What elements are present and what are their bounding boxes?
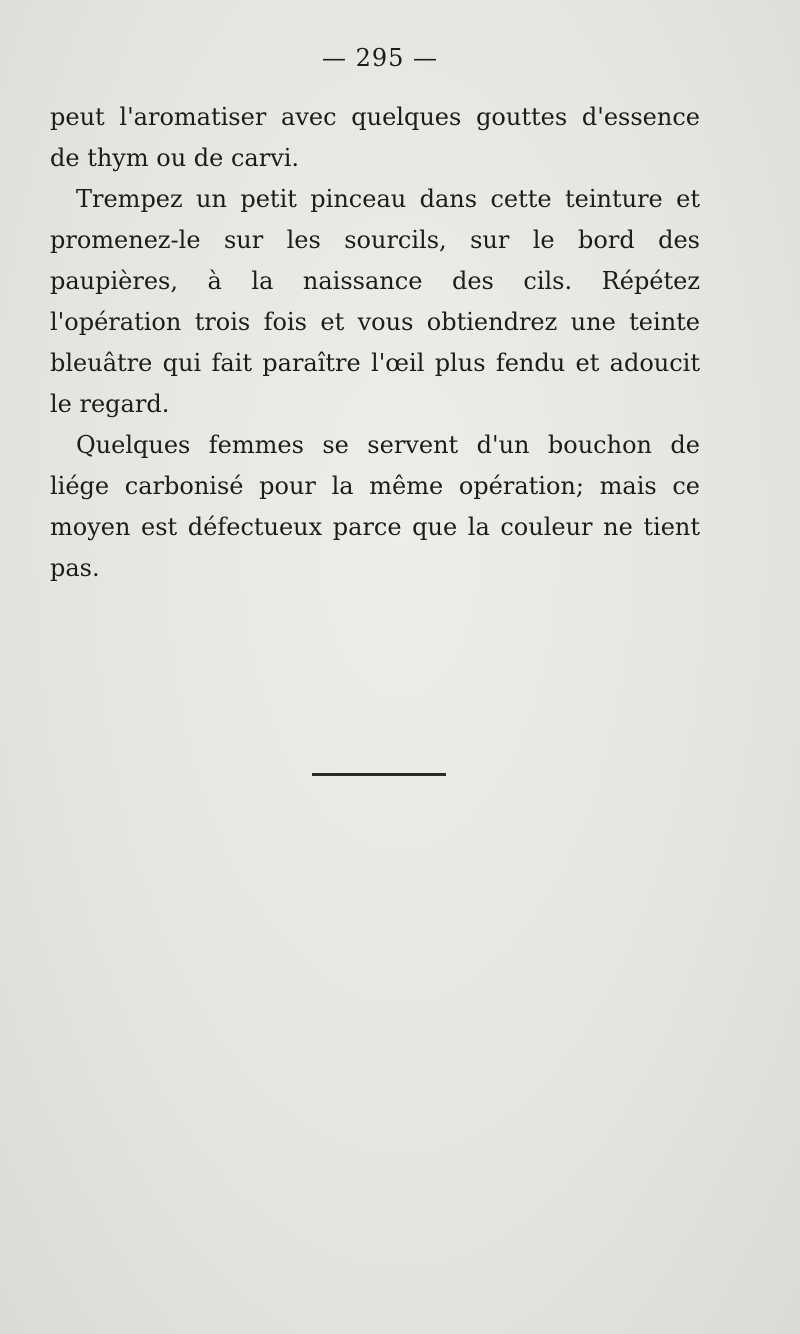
paragraph-3: Quelques femmes se servent d'un bouchon de liége carbonisé pour la même opération; mais ce moyen est défectueux parce que la couleur ne tient pas. xyxy=(50,431,700,582)
paragraph-2: Trempez un petit pinceau dans cette teinture et promenez-le sur les sourcils, sur le bord des paupières, à la naissance des cils. Répétez l'opération trois fois et vous obtiendrez une teinte bleuâtre qui fait paraître l'œil plus fendu et adoucit le regard. xyxy=(50,185,700,418)
section-rule xyxy=(312,773,446,776)
page-number: — 295 — xyxy=(321,44,439,72)
body-text xyxy=(50,97,700,589)
paragraph-1: peut l'aromatiser avec quelques gouttes d'essence de thym ou de carvi. xyxy=(50,103,700,172)
